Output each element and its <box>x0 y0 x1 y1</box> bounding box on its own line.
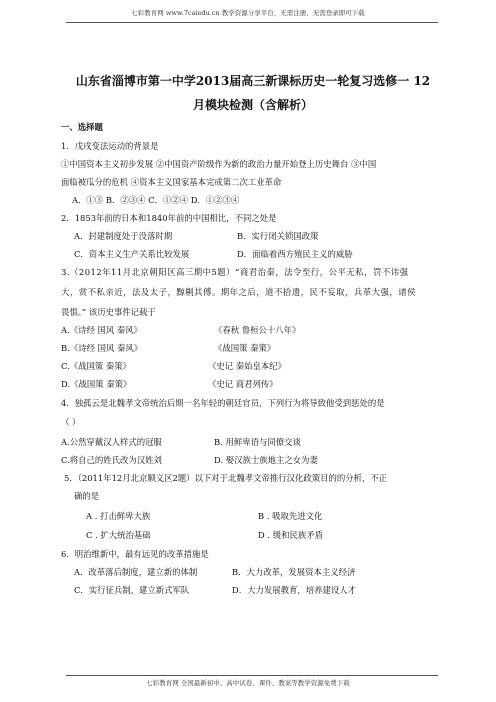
q3-option-c-source-2: 《史记 秦始皇本纪》 <box>208 361 287 371</box>
q3-stem-line-2: 大，赏不私亲近，法及太子，黥劓其傅。期年之后，道不拾遗，民不妄取，兵革大强，诸侯 <box>61 287 416 297</box>
q4-option-d: D. 娶汉族士族地主之女为妻 <box>214 455 318 465</box>
document-title-line-1: 山东省淄博市第一中学2013届高三新课标历史一轮复习选修一 12 <box>75 74 431 88</box>
footer-divider <box>66 675 438 676</box>
q3-option-a-source-1: A.《诗经 国风 秦风》 <box>61 325 143 335</box>
q6-stem: 6．明治维新中，最有远见的改革措施是 <box>61 549 209 559</box>
q4-option-c: C.将自己的姓氏改为汉姓刘 <box>61 455 162 465</box>
q3-option-d-source-1: D.《战国策 秦策》 <box>61 379 132 389</box>
q5-stem-line-1: 5．（2011年12月北京顺义区2题）以下对于北魏孝文帝推行汉化政策目的的分析，不正 <box>64 473 388 483</box>
header-divider <box>66 22 438 23</box>
q2-stem: 2．1853年前的日本和1840年前的中国相比，不同之处是 <box>61 213 277 223</box>
q1-stem: 1．戊戌变法运动的背景是 <box>61 141 159 151</box>
q6-option-a: A．改革落后制度，建立新的体制 <box>74 567 198 577</box>
q3-option-d-source-2: 《史记 商君列传》 <box>208 379 278 389</box>
q3-option-c-source-1: C.《战国策 秦策》 <box>61 361 132 371</box>
q3-option-b-source-1: B.《诗经 国风 秦风》 <box>61 343 143 353</box>
q3-option-a-source-2: 《春秋 鲁桓公十八年》 <box>214 325 301 335</box>
q4-stem-line-1: 4．独孤云是北魏孝文帝统治后期一名年轻的朝廷官员，下列行为将导致他受到惩处的是 <box>61 398 385 408</box>
q2-option-b: B．实行闭关锁国政策 <box>237 231 319 241</box>
document-title-line-2: 月模块检测（含解析） <box>192 98 313 112</box>
q1-statement-line-1: ①中国资本主义初步发展 ②中国资产阶级作为新的政治力量开始登上历史舞台 ③中国 <box>61 159 377 169</box>
q6-option-d: D．大力发展教育，培养建设人才 <box>232 585 356 595</box>
q5-option-b: B . 吸取先进文化 <box>258 511 323 521</box>
q2-option-a: A．封建制度处于没落时期 <box>74 231 173 241</box>
q6-option-c: C．实行征兵制，建立新式军队 <box>74 585 190 595</box>
q5-option-c: C . 扩大统治基础 <box>86 530 151 540</box>
q5-option-d: D . 缓和民族矛盾 <box>258 530 323 540</box>
q5-stem-line-2: 确的是 <box>74 491 100 501</box>
q4-stem-line-2: （ ） <box>61 417 81 427</box>
q4-option-b: B. 用鲜卑语与同僚交谈 <box>214 437 301 447</box>
q6-option-b: B．大力改革，发展资本主义经济 <box>232 567 356 577</box>
q3-stem-line-3: 畏惧。” 该历史事件记载于 <box>61 307 156 317</box>
q5-option-a: A . 打击鲜卑大族 <box>86 511 151 521</box>
q3-option-b-source-2: 《战国策 秦策》 <box>214 343 276 353</box>
page-footer: 七彩教育网 全国最新初中、高中试卷、课件、教案等教学资源免费下载 <box>146 679 350 687</box>
q2-option-c: C．资本主义生产关系比较发展 <box>74 249 190 259</box>
q1-statement-line-2: 面临被瓜分的危机 ④资本主义国家基本完成第二次工业革命 <box>61 177 282 187</box>
q4-option-a: A.公然穿戴汉人样式的冠服 <box>61 437 162 447</box>
q3-stem-line-1: 3.（2012年11月北京朝阳区高三期中5题）“商君治秦，法令至行，公平无私，罚不讳强 <box>61 267 409 277</box>
q1-options: A．①③ B．②③④ C．①②④ D．①②③④ <box>72 195 240 205</box>
page-header: 七彩教育网 www.7caiedu.cn 教学资源分享平台，无需注册、无需登录即可下载 <box>131 9 365 17</box>
q2-option-d: D．面临着西方殖民主义的威胁 <box>237 249 353 259</box>
section-heading: 一、选择题 <box>61 122 103 132</box>
